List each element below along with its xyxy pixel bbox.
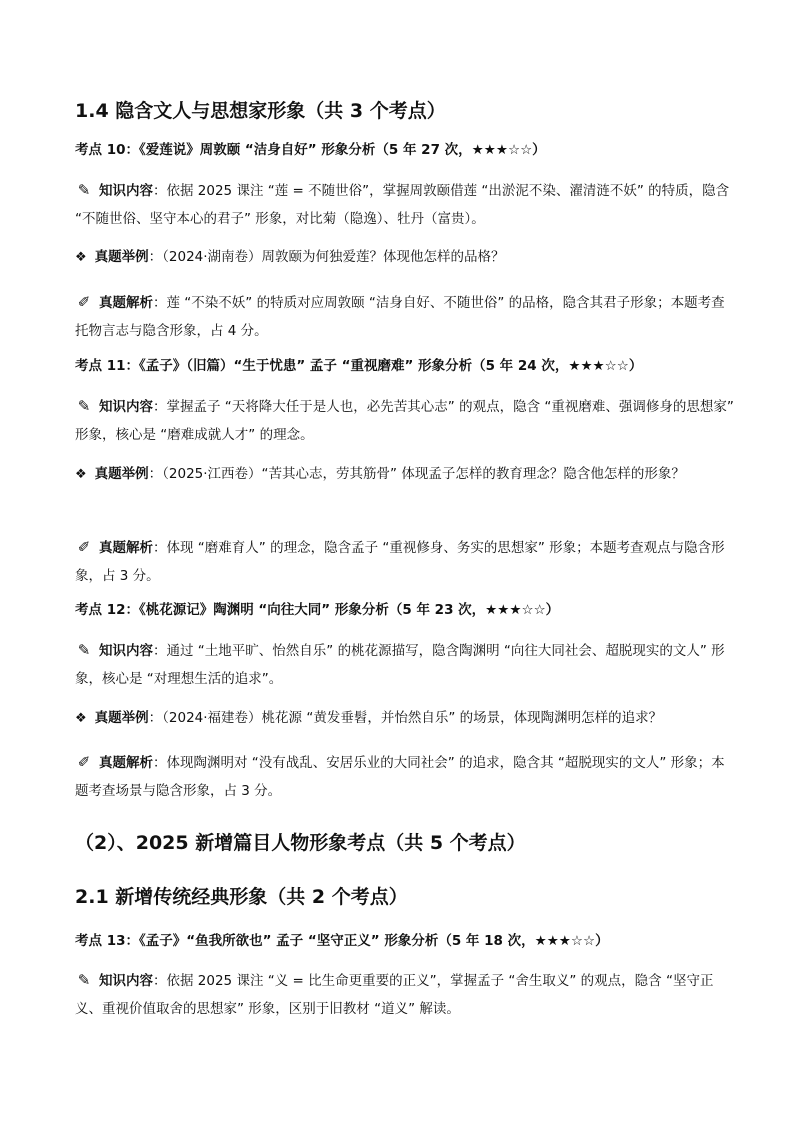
section-1-4-heading: 1.4 隐含文人与思想家形象（共 3 个考点） <box>75 100 446 122</box>
diamond-bullet-icon: ❖ <box>75 250 87 265</box>
kp10-analysis <box>75 288 735 345</box>
diamond-bullet-icon: ❖ <box>75 467 87 482</box>
analysis-text: ：体现陶渊明对 “没有战乱、安居乐业的大同社会” 的追求，隐含其 “超脱现实的文人” 形象；本题考查场景与隐含形象，占 3 分。 <box>75 755 725 799</box>
knowledge-label: 知识内容 <box>99 183 153 199</box>
knowledge-text: ：依据 2025 课注 “莲 = 不随世俗”，掌握周敦颐借莲 “出淤泥不染、濯清涟不妖” 的特质，隐含 “不随世俗、坚守本心的君子” 形象，对比菊（隐逸）、牡丹（富贵）。 <box>75 183 730 227</box>
ruler-pencil-icon: ✐ <box>77 753 91 771</box>
example-text: ：（2025·江西卷）“苦其心志，劳其筋骨” 体现孟子怎样的教育理念？隐含他怎样的形象？ <box>148 466 685 482</box>
analysis-label: 真题解析 <box>99 540 153 556</box>
knowledge-text: ：掌握孟子 “天将降大任于是人也，必先苦其心志” 的观点，隐含 “重视磨难、强调修身的思想家” 形象，核心是 “磨难成就人才” 的理念。 <box>75 399 734 443</box>
kp12-analysis <box>75 748 735 805</box>
ruler-pencil-icon: ✐ <box>77 293 91 311</box>
example-text: ：（2024·湖南卷）周敦颐为何独爱莲？体现他怎样的品格？ <box>148 249 505 265</box>
knowledge-label: 知识内容 <box>99 973 153 989</box>
ruler-pencil-icon: ✐ <box>77 538 91 556</box>
kp10-example <box>75 243 735 272</box>
kp11-example <box>75 460 735 489</box>
analysis-label: 真题解析 <box>99 755 153 771</box>
diamond-bullet-icon: ❖ <box>75 711 87 726</box>
kp13-knowledge <box>75 966 735 1023</box>
analysis-label: 真题解析 <box>99 295 153 311</box>
kp12-example <box>75 704 735 733</box>
section-2-1-heading: 2.1 新增传统经典形象（共 2 个考点） <box>75 886 408 908</box>
section-2-heading: （2）、2025 新增篇目人物形象考点（共 5 个考点） <box>75 832 526 854</box>
kp13-title: 考点 13：《孟子》“鱼我所欲也” 孟子 “坚守正义” 形象分析（5 年 18 次，★★★☆☆） <box>75 933 609 949</box>
kp11-analysis <box>75 533 735 590</box>
pencil-icon: ✎ <box>77 641 91 659</box>
pencil-icon: ✎ <box>77 181 91 199</box>
kp12-knowledge <box>75 636 735 693</box>
knowledge-label: 知识内容 <box>99 399 153 415</box>
example-text: ：（2024·福建卷）桃花源 “黄发垂髫，并怡然自乐” 的场景，体现陶渊明怎样的追求？ <box>148 710 663 726</box>
kp11-knowledge <box>75 392 735 449</box>
kp10-title: 考点 10：《爱莲说》周敦颐 “洁身自好” 形象分析（5 年 27 次，★★★☆☆） <box>75 142 546 158</box>
kp10-knowledge <box>75 176 735 233</box>
example-label: 真题举例 <box>94 249 149 265</box>
example-label: 真题举例 <box>94 466 149 482</box>
pencil-icon: ✎ <box>77 971 91 989</box>
analysis-text: ：体现 “磨难育人” 的理念，隐含孟子 “重视修身、务实的思想家” 形象；本题考查观点与隐含形象，占 3 分。 <box>75 540 725 584</box>
example-label: 真题举例 <box>94 710 149 726</box>
kp12-title: 考点 12：《桃花源记》陶渊明 “向往大同” 形象分析（5 年 23 次，★★★☆☆） <box>75 602 560 618</box>
analysis-text: ：莲 “不染不妖” 的特质对应周敦颐 “洁身自好、不随世俗” 的品格，隐含其君子形象；本题考查托物言志与隐含形象，占 4 分。 <box>75 295 725 339</box>
knowledge-text: ：依据 2025 课注 “义 = 比生命更重要的正义”，掌握孟子 “舍生取义” 的观点，隐含 “坚守正义、重视价值取舍的思想家” 形象，区别于旧教材 “道义” 解读。 <box>75 973 714 1017</box>
knowledge-label: 知识内容 <box>99 643 153 659</box>
pencil-icon: ✎ <box>77 397 91 415</box>
kp11-title: 考点 11：《孟子》（旧篇）“生于忧患” 孟子 “重视磨难” 形象分析（5 年 24 次，★★★☆☆） <box>75 358 643 374</box>
knowledge-text: ：通过 “土地平旷、怡然自乐” 的桃花源描写，隐含陶渊明 “向往大同社会、超脱现实的文人” 形象，核心是 “对理想生活的追求”。 <box>75 643 725 687</box>
